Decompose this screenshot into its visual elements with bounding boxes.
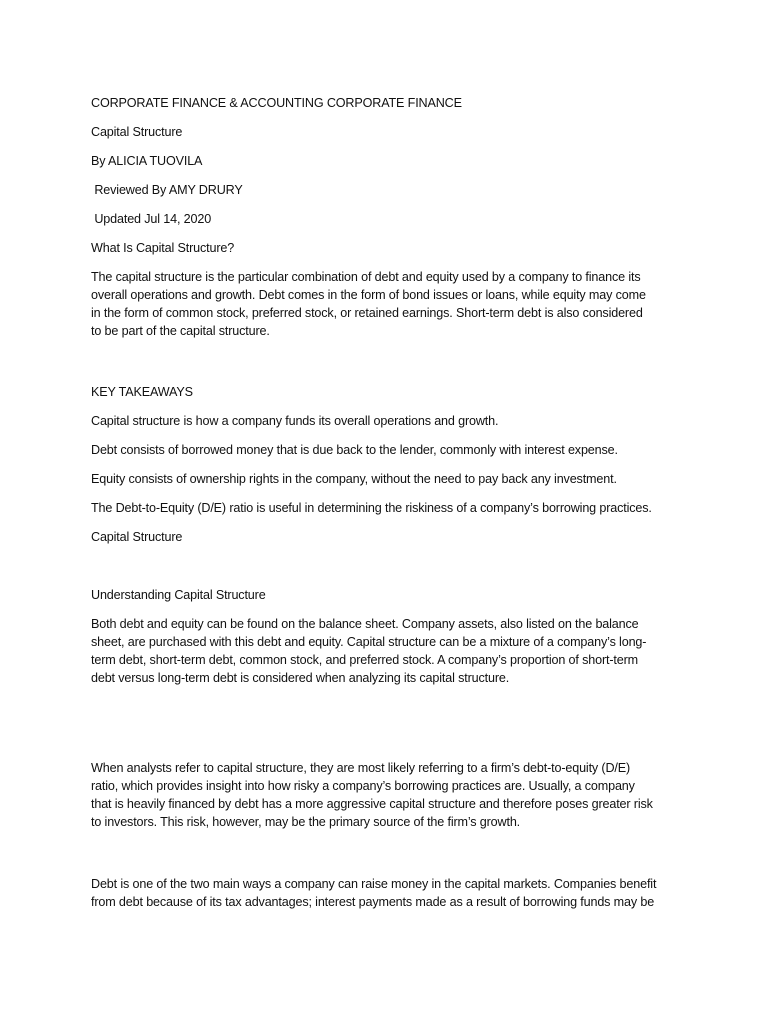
takeaway-item: Debt consists of borrowed money that is due back to the lender, commonly with interest expense. [91, 443, 618, 457]
intro-paragraph [91, 268, 675, 340]
takeaway-item: Capital structure is how a company funds its overall operations and growth. [91, 414, 499, 428]
debt-paragraph [91, 875, 675, 911]
document-title: Capital Structure [91, 125, 183, 139]
analysts-line: When analysts refer to capital structure, they are most likely referring to a firm’s debt-to-equity (D/E) [91, 761, 631, 775]
understanding-line: debt versus long-term debt is considered when analyzing its capital structure. [91, 671, 510, 685]
analysts-line: to investors. This risk, however, may be the primary source of the firm’s growth. [91, 815, 521, 829]
analysts-line: ratio, which provides insight into how risky a company’s borrowing practices are. Usually, a company [91, 779, 635, 793]
category-line: CORPORATE FINANCE & ACCOUNTING CORPORATE FINANCE [91, 96, 462, 110]
key-takeaways-heading: KEY TAKEAWAYS [91, 385, 193, 399]
intro-line: overall operations and growth. Debt comes in the form of bond issues or loans, while equity may come [91, 288, 646, 302]
reviewer-line: Reviewed By AMY DRURY [91, 183, 243, 197]
analysts-line: that is heavily financed by debt has a more aggressive capital structure and therefore poses greater risk [91, 797, 653, 811]
understanding-line: sheet, are purchased with this debt and equity. Capital structure can be a mixture of a company’s long- [91, 635, 647, 649]
analysts-paragraph [91, 759, 675, 831]
intro-line: The capital structure is the particular combination of debt and equity used by a company to finance its [91, 270, 641, 284]
takeaway-item: The Debt-to-Equity (D/E) ratio is useful in determining the riskiness of a company’s borrowing practices. [91, 501, 652, 515]
image-caption: Capital Structure [91, 530, 183, 544]
understanding-heading: Understanding Capital Structure [91, 588, 266, 602]
intro-line: to be part of the capital structure. [91, 324, 270, 338]
debt-line: from debt because of its tax advantages; interest payments made as a result of borrowing funds may be [91, 895, 655, 909]
updated-line: Updated Jul 14, 2020 [91, 212, 212, 226]
debt-line: Debt is one of the two main ways a company can raise money in the capital markets. Companies benefit [91, 877, 657, 891]
intro-line: in the form of common stock, preferred stock, or retained earnings. Short-term debt is also considered [91, 306, 643, 320]
understanding-line: term debt, short-term debt, common stock, and preferred stock. A company’s proportion of short-term [91, 653, 638, 667]
understanding-paragraph [91, 615, 675, 687]
understanding-line: Both debt and equity can be found on the balance sheet. Company assets, also listed on the balance [91, 617, 639, 631]
takeaway-item: Equity consists of ownership rights in the company, without the need to pay back any investment. [91, 472, 617, 486]
author-line: By ALICIA TUOVILA [91, 154, 203, 168]
what-heading: What Is Capital Structure? [91, 241, 235, 255]
